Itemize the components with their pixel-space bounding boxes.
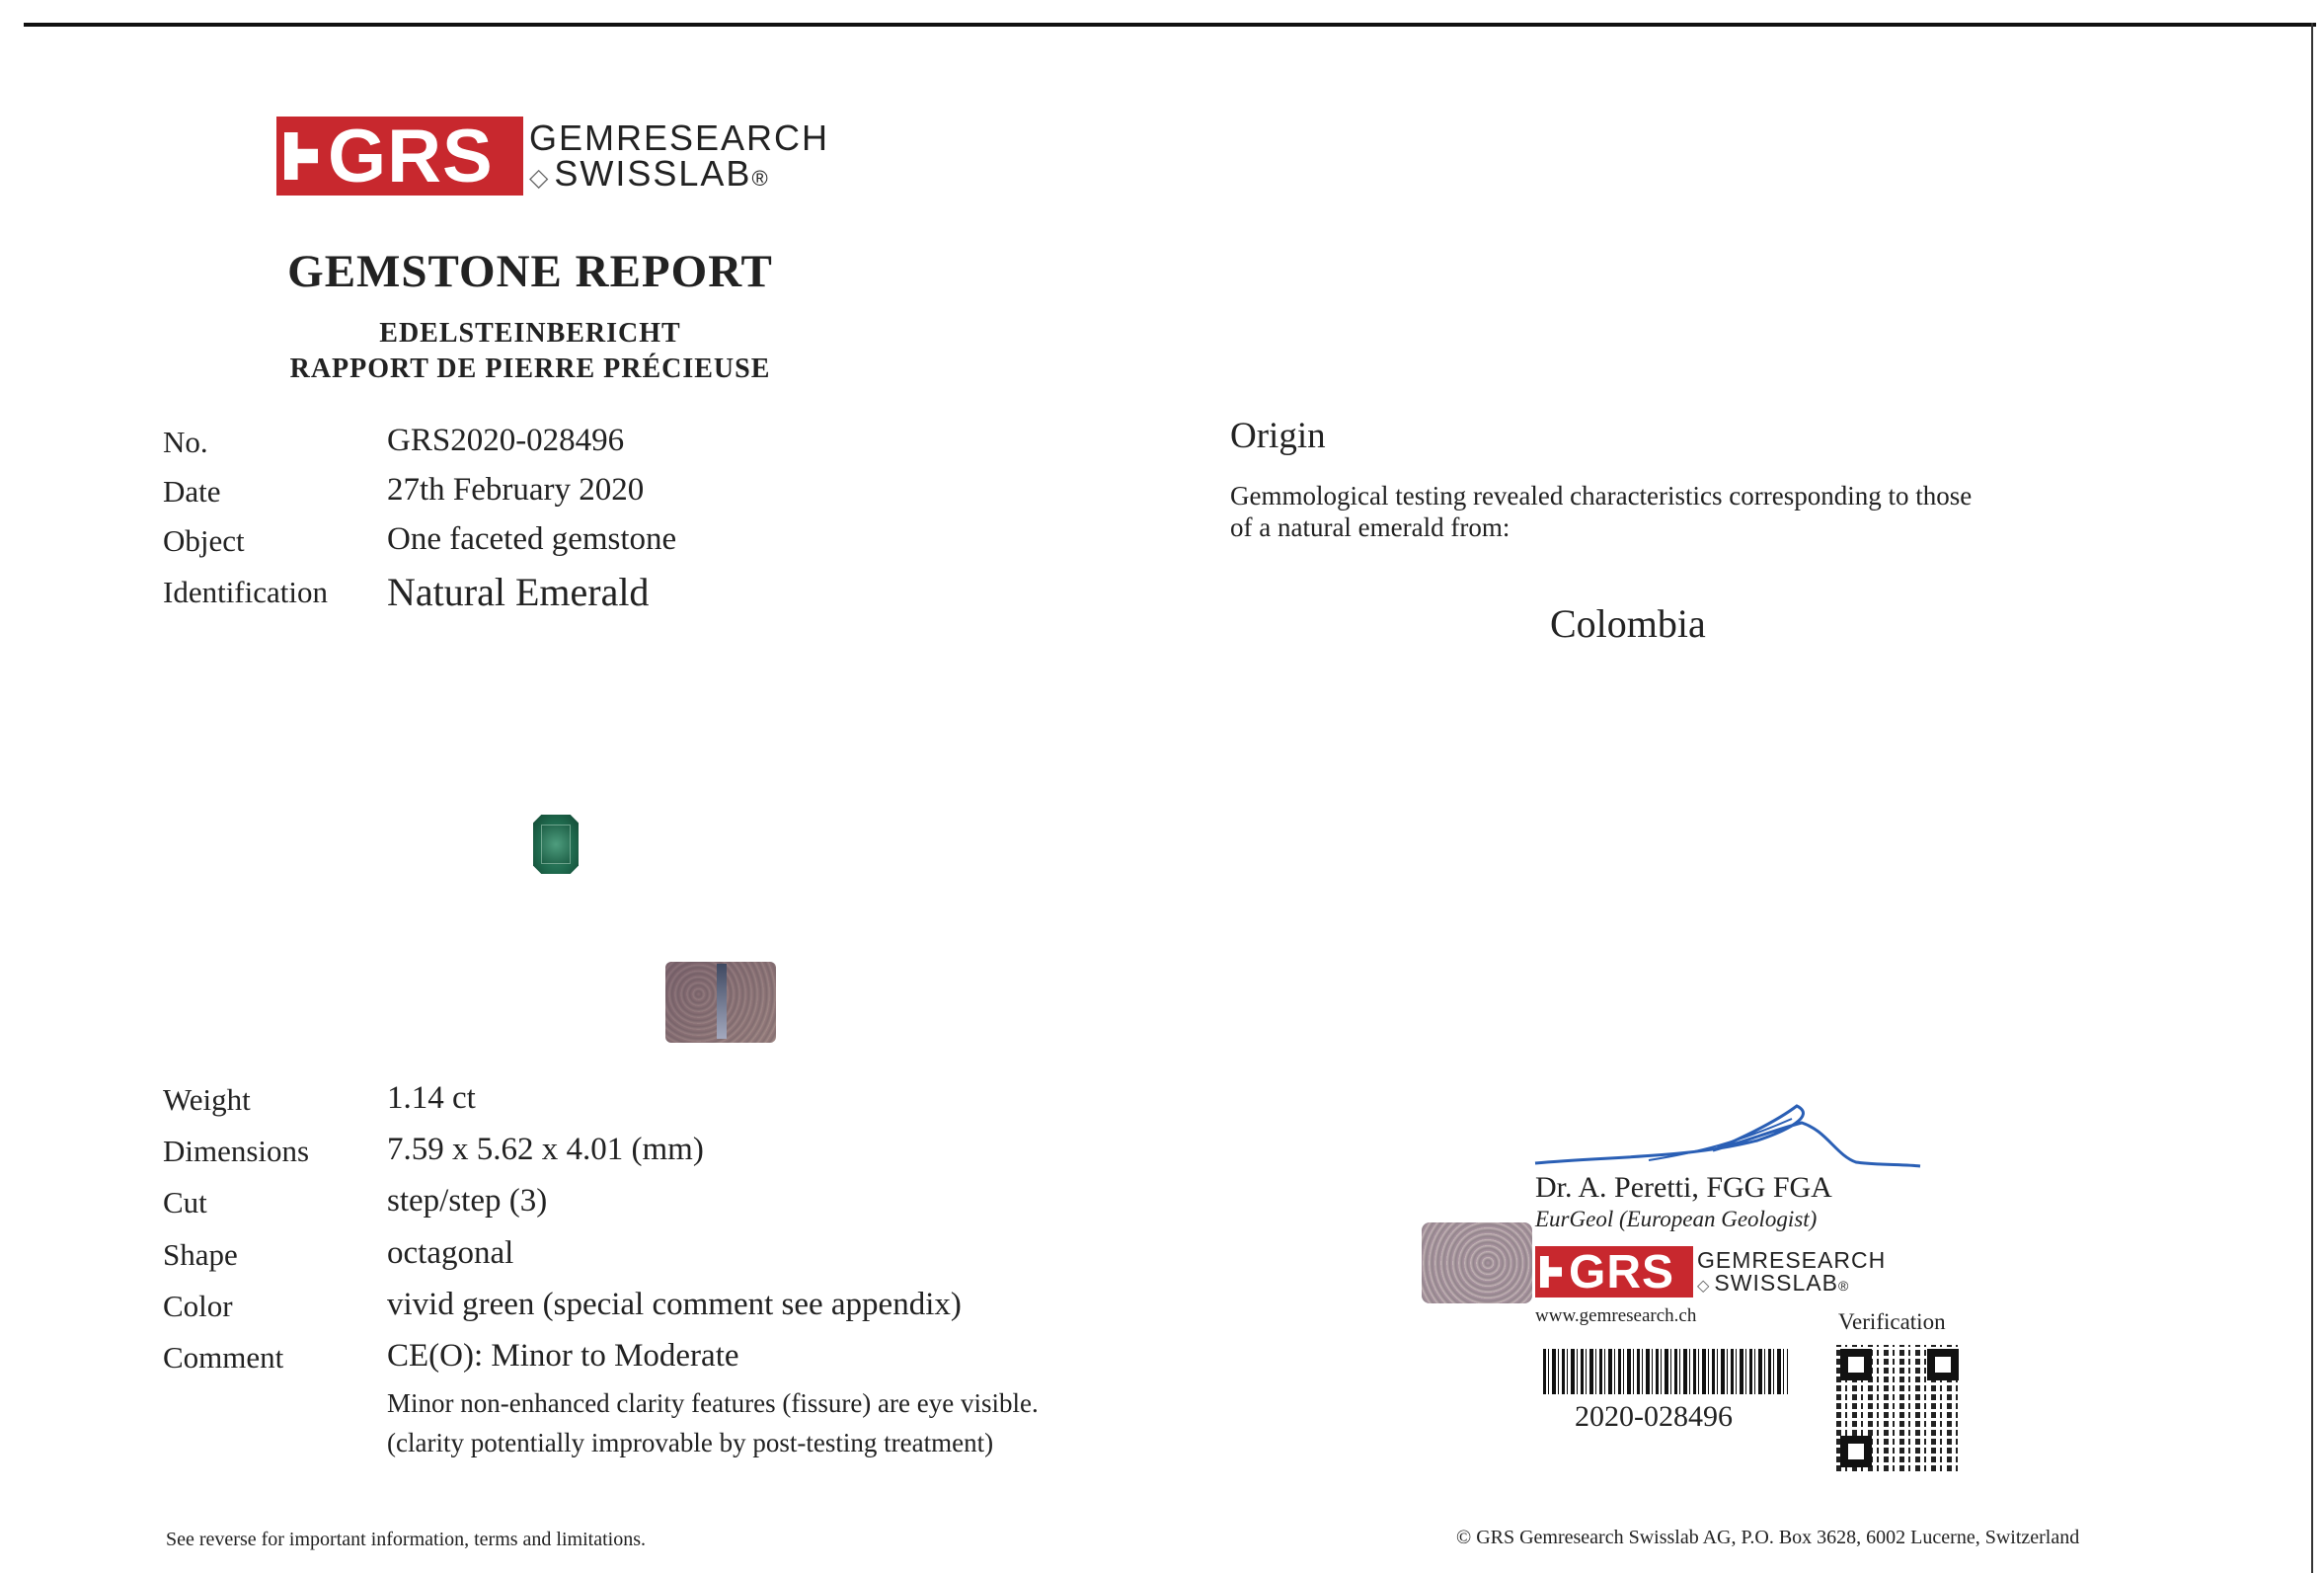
logo-red-block [276,114,523,198]
hologram-sticker [665,962,776,1043]
origin-text-1: Gemmological testing revealed characteristics corresponding to those [1230,481,1973,511]
subtitle-fr: RAPPORT DE PIERRE PRÉCIEUSE [289,354,771,384]
label-color: Color [163,1289,233,1323]
swiss-cross-icon [284,132,318,180]
value-dimensions: 7.59 x 5.62 x 4.01 (mm) [387,1132,704,1167]
diamond-icon: ◇ [529,164,551,192]
grs-logo-small [1535,1246,1886,1298]
emerald-photo [533,815,579,874]
logo-line-2: SWISSLAB [554,153,752,194]
value-comment: CE(O): Minor to Moderate [387,1338,739,1374]
field-value-no: GRS2020-028496 [387,423,625,458]
website-url: www.gemresearch.ch [1535,1305,1697,1326]
grs-logo [276,114,830,198]
field-label-object: Object [163,523,245,558]
hologram-stripe [717,964,727,1039]
logo-small-red-block [1535,1246,1693,1298]
origin-country: Colombia [1550,601,1706,646]
barcode-number: 2020-028496 [1575,1400,1733,1433]
label-cut: Cut [163,1185,207,1219]
value-shape: octagonal [387,1235,514,1271]
qr-code-icon [1836,1345,1963,1471]
subtitle-de: EDELSTEINBERICHT [379,318,681,349]
field-value-date: 27th February 2020 [387,472,645,508]
label-shape: Shape [163,1237,238,1272]
comment-note-2: (clarity potentially improvable by post-testing treatment) [387,1428,994,1457]
registered-mark: ® [751,166,770,191]
page-title: GEMSTONE REPORT [287,246,773,297]
logo-wordmark [529,120,829,192]
field-label-no: No. [163,425,208,459]
label-weight: Weight [163,1082,251,1117]
diamond-icon-small: ◇ [1697,1277,1711,1295]
logo-line-2-wrap [529,153,829,194]
origin-text-2: of a natural emerald from: [1230,512,1511,542]
logo-letters: GRS [328,114,494,198]
logo-small-wordmark [1697,1249,1886,1295]
verification-label: Verification [1838,1309,1946,1334]
field-label-date: Date [163,474,221,509]
logo-line-1: GEMRESEARCH [529,118,830,158]
field-value-object: One faceted gemstone [387,521,677,557]
value-color: vivid green (special comment see appendix) [387,1287,962,1322]
comment-note-1: Minor non-enhanced clarity features (fissure) are eye visible. [387,1388,1039,1418]
top-border [24,23,2316,27]
hologram-sticker-2 [1422,1222,1532,1303]
right-border [2311,23,2313,1573]
signatory-title: EurGeol (European Geologist) [1535,1207,1818,1231]
swiss-cross-icon-small [1540,1256,1562,1288]
value-cut: step/step (3) [387,1183,548,1219]
barcode-icon [1543,1349,1788,1394]
footer-left: See reverse for important information, terms and limitations. [166,1529,646,1550]
field-value-identification: Natural Emerald [387,570,650,614]
label-comment: Comment [163,1340,284,1375]
logo-small-line-2: SWISSLAB [1714,1270,1838,1296]
field-label-identification: Identification [163,575,328,609]
signatory-name: Dr. A. Peretti, FGG FGA [1535,1171,1832,1204]
logo-small-line-1: GEMRESEARCH [1697,1247,1887,1273]
value-weight: 1.14 ct [387,1080,476,1116]
footer-right: © GRS Gemresearch Swisslab AG, P.O. Box 3628, 6002 Lucerne, Switzerland [1456,1527,2080,1548]
registered-mark-small: ® [1838,1278,1850,1294]
logo-small-line-2-wrap [1697,1272,1886,1295]
logo-small-letters: GRS [1569,1245,1675,1298]
signature-scribble [1530,1101,1925,1180]
emerald-table-facet [541,825,571,864]
label-dimensions: Dimensions [163,1134,310,1168]
origin-heading: Origin [1230,416,1326,456]
